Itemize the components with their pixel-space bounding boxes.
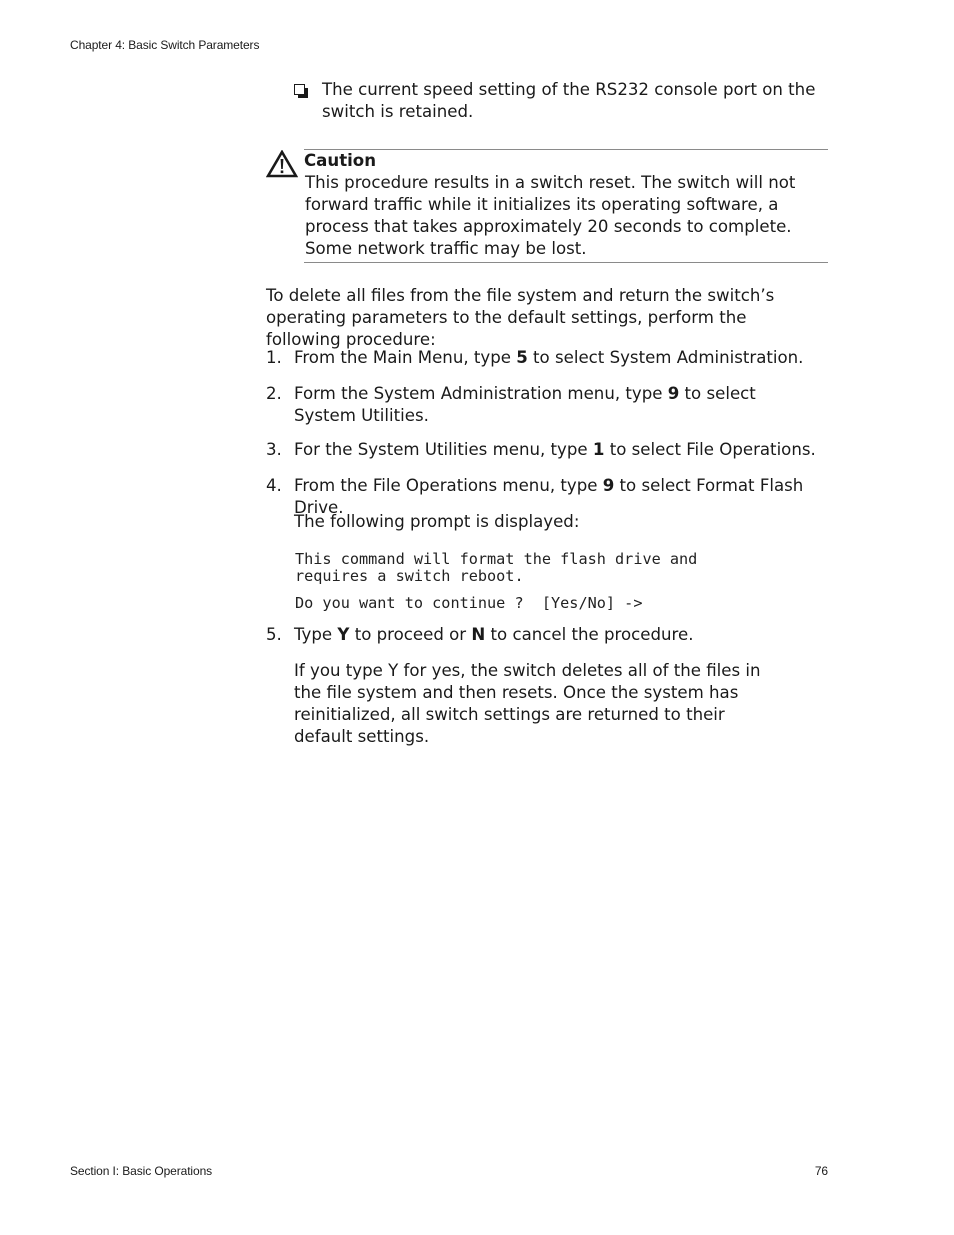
step-number: 2. — [266, 384, 282, 403]
page-number: 76 — [814, 1164, 828, 1178]
running-footer: Section I: Basic Operations — [70, 1164, 213, 1178]
step-text: Type Y to proceed or N to cancel the procedure. — [294, 625, 694, 644]
step-text: From the File Operations menu, type 9 to select Format Flash Drive. — [294, 476, 804, 517]
step-text: Form the System Administration menu, type 9 to select System Utilities. — [294, 384, 756, 425]
running-header: Chapter 4: Basic Switch Parameters — [70, 38, 260, 52]
caution-title: Caution — [304, 151, 377, 170]
checkbox-bullet-icon — [294, 84, 305, 95]
prompt-intro: The following prompt is displayed: — [294, 512, 580, 531]
result-paragraph: If you type Y for yes, the switch deletes all of the files in the file system and then resets. Once the system has reinitialized, all switch settings are returned to their default settings. — [294, 661, 761, 746]
warning-triangle-icon — [266, 150, 298, 178]
code-line: Do you want to continue ? [Yes/No] -> — [295, 594, 643, 612]
step-number: 5. — [266, 625, 282, 644]
step-text: From the Main Menu, type 5 to select System Administration. — [294, 348, 804, 367]
code-line: This command will format the flash drive and — [295, 550, 698, 568]
step-text: For the System Utilities menu, type 1 to select File Operations. — [294, 440, 816, 459]
caution-box — [304, 149, 828, 263]
bullet-text: The current speed setting of the RS232 console port on the switch is retained. — [322, 80, 816, 121]
caution-text: This procedure results in a switch reset. The switch will not forward traffic while it initializes its operating software, a process that takes approximately 20 seconds to complete. Some network traffic may be lost. — [305, 173, 796, 258]
code-line: requires a switch reboot. — [295, 567, 524, 585]
step-number: 3. — [266, 440, 282, 459]
step-number: 1. — [266, 348, 282, 367]
intro-paragraph: To delete all files from the file system and return the switch’s operating parameters to the default settings, perform the following procedure: — [266, 286, 775, 349]
step-number: 4. — [266, 476, 282, 495]
